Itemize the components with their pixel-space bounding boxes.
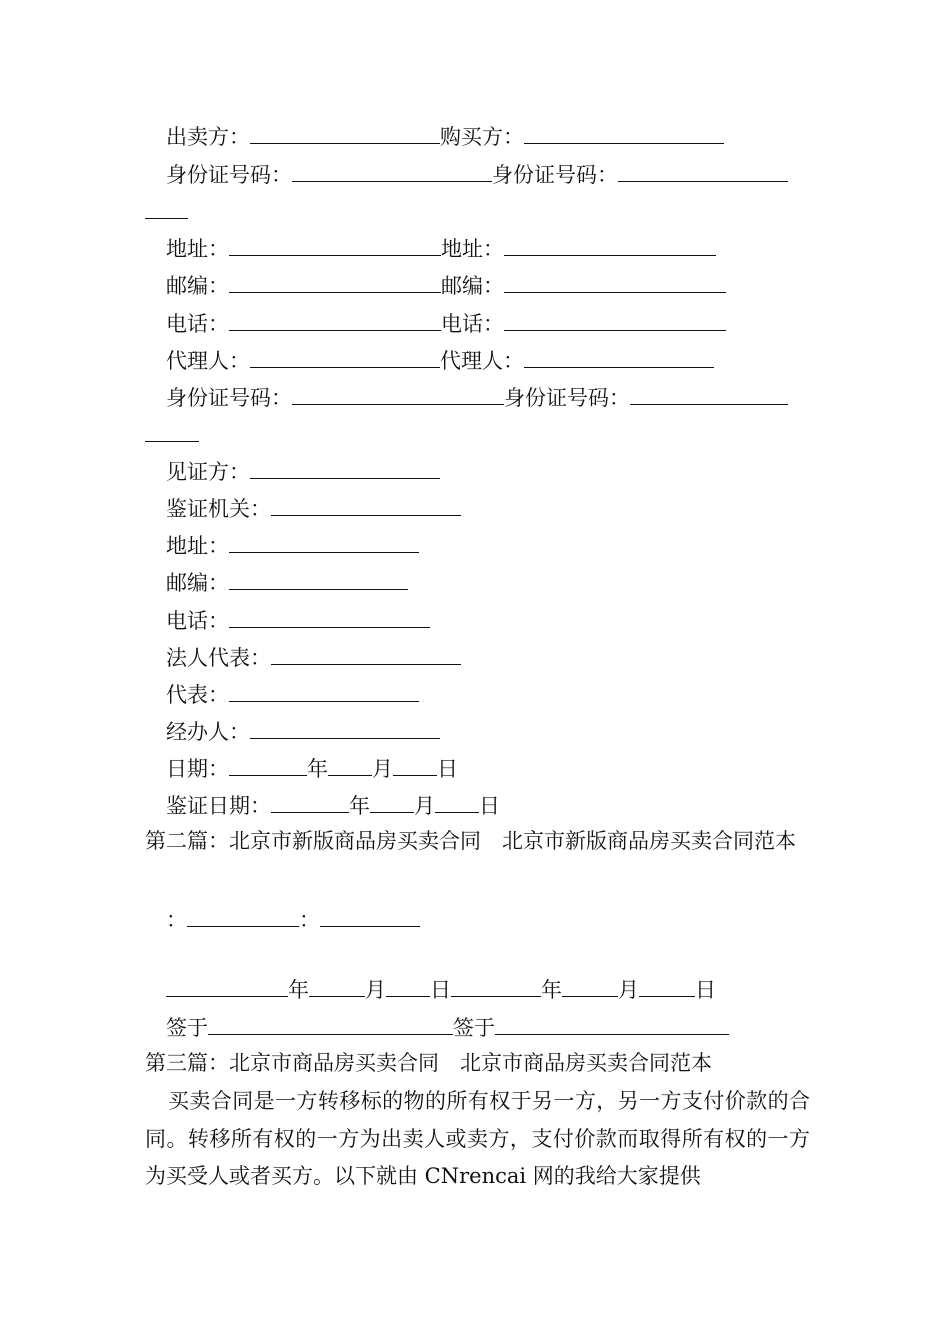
seller-agent-blank — [250, 341, 440, 368]
seller-blank — [250, 117, 440, 144]
section2-signed-row — [145, 1008, 831, 1045]
party-b-year-unit: 年 — [541, 978, 562, 1002]
cert-date-day-blank — [435, 786, 479, 813]
buyer-blank — [524, 117, 724, 144]
authority-row — [145, 489, 831, 526]
witness-address-blank — [229, 526, 419, 553]
seller-label: 出卖方： — [166, 125, 250, 149]
legal-rep-blank — [271, 638, 461, 665]
authority-blank — [271, 489, 461, 516]
id-number-row-wrap — [145, 192, 810, 229]
party-b-month-unit: 月 — [618, 978, 639, 1002]
buyer-id-blank — [618, 155, 788, 182]
rep-blank — [229, 675, 419, 702]
section2-blank-1 — [187, 900, 299, 927]
party-b-day-unit: 日 — [695, 978, 716, 1002]
seller-agent-id-label: 身份证号码： — [166, 386, 292, 410]
buyer-agent-id-blank — [630, 378, 788, 405]
cert-date-month-unit: 月 — [414, 794, 435, 818]
cert-date-label: 鉴证日期： — [166, 794, 271, 818]
section2-colon-1: ： — [166, 908, 187, 932]
handler-blank — [250, 712, 440, 739]
witness-blank — [250, 452, 440, 479]
phone-row — [145, 304, 831, 341]
agent-row — [145, 341, 831, 378]
cert-date-day-unit: 日 — [479, 794, 500, 818]
agent-id-row — [145, 378, 831, 415]
buyer-address-label: 地址： — [441, 237, 504, 261]
section3-heading: 第三篇：北京市商品房买卖合同 北京市商品房买卖合同范本 — [145, 1051, 712, 1075]
party-b-day-blank — [639, 970, 695, 997]
party-a-month-unit: 月 — [365, 978, 386, 1002]
buyer-agent-label: 代理人： — [440, 349, 524, 373]
party-a-year-blank — [166, 970, 288, 997]
witness-phone-row — [145, 601, 831, 638]
party-a-day-unit: 日 — [430, 978, 451, 1002]
party-b-year-blank — [451, 970, 541, 997]
witness-address-row — [145, 526, 831, 563]
date-year-blank — [229, 749, 307, 776]
legal-rep-row — [145, 638, 831, 675]
party-b-signed-blank — [495, 1008, 729, 1035]
date-label: 日期： — [166, 757, 229, 781]
party-a-day-blank — [386, 970, 430, 997]
seller-address-blank — [229, 229, 441, 256]
party-a-month-blank — [309, 970, 365, 997]
id-number-row — [145, 155, 831, 192]
witness-postcode-blank — [229, 563, 408, 590]
rep-label: 代表： — [166, 683, 229, 707]
buyer-phone-blank — [504, 304, 726, 331]
date-row — [145, 749, 831, 786]
postcode-row — [145, 266, 831, 303]
witness-address-label: 地址： — [166, 534, 229, 558]
seller-postcode-blank — [229, 266, 441, 293]
seller-id-blank — [292, 155, 492, 182]
date-day-blank — [393, 749, 437, 776]
buyer-id-label: 身份证号码： — [492, 163, 618, 187]
witness-postcode-row — [145, 563, 831, 600]
cert-date-row — [145, 786, 831, 823]
date-month-unit: 月 — [372, 757, 393, 781]
party-a-signed-blank — [208, 1008, 453, 1035]
rep-row — [145, 675, 831, 712]
buyer-postcode-label: 邮编： — [441, 274, 504, 298]
agent-id-row-wrap — [145, 415, 810, 452]
witness-row — [145, 452, 831, 489]
party-b-signed-label: 签于 — [453, 1016, 495, 1040]
handler-row — [145, 712, 831, 749]
legal-rep-label: 法人代表： — [166, 646, 271, 670]
buyer-postcode-blank — [504, 266, 726, 293]
witness-postcode-label: 邮编： — [166, 571, 229, 595]
date-month-blank — [328, 749, 372, 776]
witness-phone-blank — [229, 601, 430, 628]
seller-agent-id-blank — [292, 378, 504, 405]
buyer-address-blank — [504, 229, 716, 256]
buyer-agent-id-label: 身份证号码： — [504, 386, 630, 410]
date-day-unit: 日 — [437, 757, 458, 781]
section3-body: 买卖合同是一方转移标的物的所有权于另一方，另一方支付价款的合同。转移所有权的一方为出卖人或卖方，支付价款而取得所有权的一方为买受人或者买方。以下就由 CNrencai 网的我给大家提供 — [145, 1089, 810, 1188]
buyer-label: 购买方： — [440, 125, 524, 149]
party-b-month-blank — [562, 970, 618, 997]
authority-label: 鉴证机关： — [166, 497, 271, 521]
section2-blank-row — [145, 900, 831, 937]
seller-phone-blank — [229, 304, 441, 331]
seller-id-label: 身份证号码： — [166, 163, 292, 187]
party-a-year-unit: 年 — [288, 978, 309, 1002]
seller-address-label: 地址： — [166, 237, 229, 261]
buyer-id-blank-continued — [145, 192, 188, 219]
seller-phone-label: 电话： — [166, 312, 229, 336]
address-row — [145, 229, 831, 266]
section2-date-row — [145, 970, 831, 1007]
section2-blank-2 — [320, 900, 420, 927]
seller-buyer-row — [145, 117, 831, 154]
buyer-agent-blank — [524, 341, 714, 368]
seller-agent-label: 代理人： — [166, 349, 250, 373]
handler-label: 经办人： — [166, 720, 250, 744]
witness-phone-label: 电话： — [166, 609, 229, 633]
section2-colon-2: ： — [299, 908, 320, 932]
party-a-signed-label: 签于 — [166, 1016, 208, 1040]
date-year-unit: 年 — [307, 757, 328, 781]
buyer-agent-id-blank-continued — [145, 415, 199, 442]
witness-label: 见证方： — [166, 460, 250, 484]
seller-postcode-label: 邮编： — [166, 274, 229, 298]
buyer-phone-label: 电话： — [441, 312, 504, 336]
cert-date-year-blank — [271, 786, 349, 813]
cert-date-year-unit: 年 — [349, 794, 370, 818]
section2-heading: 第二篇：北京市新版商品房买卖合同 北京市新版商品房买卖合同范本 — [145, 829, 796, 853]
cert-date-month-blank — [370, 786, 414, 813]
